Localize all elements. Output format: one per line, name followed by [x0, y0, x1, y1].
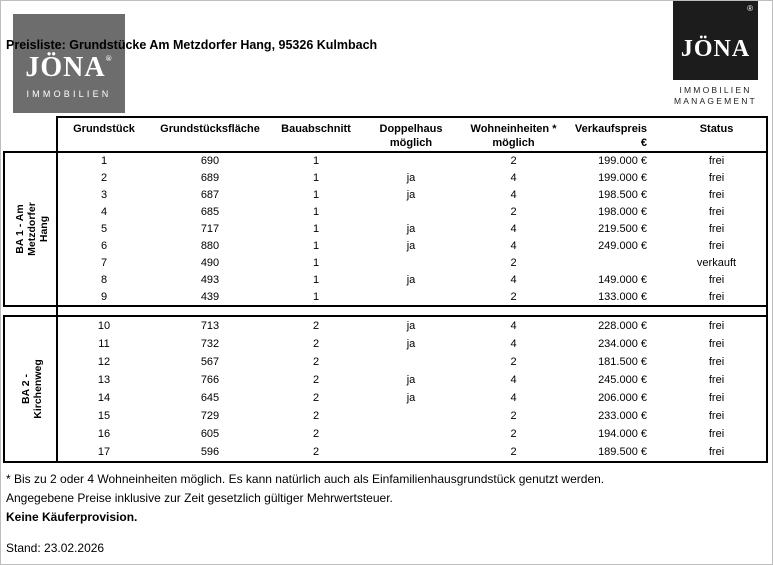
logo-right-subtitle: [669, 85, 762, 107]
table-cell: 2: [312, 338, 320, 350]
table-header-row: [58, 118, 766, 153]
table-cell: frei: [708, 374, 725, 386]
table-cell: 4: [510, 273, 517, 286]
table-row: [58, 353, 766, 371]
table-cell: 16: [97, 428, 111, 440]
table-body-frame: [56, 116, 768, 463]
table-cell: 4: [510, 338, 517, 350]
section-label-ba2: [3, 315, 58, 463]
table-row: [58, 407, 766, 425]
table-cell: 729: [200, 410, 220, 422]
column-header-wohneinheiten: Wohneinheiten * möglich: [470, 123, 557, 149]
table-row: [58, 254, 766, 271]
table-row: [58, 237, 766, 254]
table-section-ba1: [58, 153, 766, 305]
table-cell: 5: [100, 223, 108, 235]
table-cell: 228.000 €: [598, 320, 647, 332]
table-cell: 732: [200, 338, 220, 350]
joena-logo-left: [13, 14, 125, 113]
table-cell: 6: [100, 239, 108, 252]
table-cell: 685: [200, 206, 220, 219]
table-cell: 4: [510, 223, 517, 235]
table-cell: 1: [312, 189, 320, 202]
table-cell: 596: [200, 446, 220, 458]
footnote-wohneinheiten: * Bis zu 2 oder 4 Wohneinheiten möglich. Es kann natürlich auch als Einfamilienhausgrundstück genutzt werden.: [6, 472, 605, 486]
table-row: [58, 317, 766, 335]
table-cell: 713: [200, 320, 220, 332]
table-cell: 1: [312, 172, 320, 185]
table-cell: 1: [312, 290, 320, 303]
table-cell: frei: [708, 338, 725, 350]
logo-subtitle-line2: MANAGEMENT: [674, 96, 757, 106]
table-cell: ja: [406, 273, 416, 286]
table-cell: 493: [200, 273, 220, 286]
table-cell: 645: [200, 392, 220, 404]
table-cell: 2: [312, 428, 320, 440]
table-cell: 4: [510, 320, 517, 332]
table-cell: 10: [97, 320, 111, 332]
table-cell: 2: [510, 206, 517, 219]
table-cell: 234.000 €: [598, 338, 647, 350]
table-cell: 1: [312, 239, 320, 252]
table-cell: 245.000 €: [598, 374, 647, 386]
table-cell: 2: [312, 446, 320, 458]
price-table: [3, 116, 768, 463]
table-cell: frei: [708, 428, 725, 440]
table-row: [58, 371, 766, 389]
table-cell: 439: [200, 290, 220, 303]
table-row: [58, 443, 766, 461]
table-cell: 11: [98, 338, 110, 350]
table-cell: 9: [100, 290, 108, 303]
table-cell: 4: [510, 239, 517, 252]
table-cell: verkauft: [696, 256, 737, 269]
joena-logo-right: [673, 1, 758, 80]
table-cell: 1: [312, 273, 320, 286]
table-cell: 133.000 €: [598, 290, 647, 303]
table-cell: 194.000 €: [598, 428, 647, 440]
table-cell: 7: [100, 256, 108, 269]
table-cell: frei: [708, 392, 725, 404]
table-row: [58, 335, 766, 353]
table-cell: 149.000 €: [598, 273, 647, 286]
table-row: [58, 221, 766, 238]
table-section-ba2: [58, 317, 766, 461]
table-cell: frei: [708, 172, 725, 185]
table-row: [58, 187, 766, 204]
table-row: [58, 204, 766, 221]
table-cell: 2: [510, 290, 517, 303]
table-cell: 17: [97, 446, 111, 458]
table-cell: 1: [312, 256, 320, 269]
table-cell: 2: [312, 410, 320, 422]
section-label-text: BA 1 - Am Metzdorfer Hang: [13, 202, 50, 256]
table-row: [58, 389, 766, 407]
table-cell: 3: [100, 189, 108, 202]
table-cell: frei: [708, 356, 725, 368]
table-cell: 249.000 €: [598, 239, 647, 252]
logo-subtitle: IMMOBILIEN: [26, 89, 112, 99]
registered-trademark-icon: ®: [747, 4, 753, 13]
table-cell: frei: [708, 273, 725, 286]
table-cell: 219.500 €: [598, 223, 647, 235]
table-cell: frei: [708, 206, 725, 219]
table-cell: 4: [510, 374, 517, 386]
table-cell: 605: [200, 428, 220, 440]
table-cell: 4: [100, 206, 108, 219]
column-header-grundstueck: Grundstück: [73, 123, 135, 135]
table-cell: 8: [100, 273, 108, 286]
footnote-mehrwertsteuer: Angegebene Preise inklusive zur Zeit gesetzlich gültiger Mehrwertsteuer.: [6, 491, 393, 505]
column-header-bauabschnitt: Bauabschnitt: [281, 123, 351, 135]
table-cell: 199.000 €: [598, 172, 647, 185]
logo-subtitle-line1: IMMOBILIEN: [679, 85, 752, 95]
table-cell: 1: [100, 155, 108, 168]
table-cell: 233.000 €: [598, 410, 647, 422]
section-label-text: BA 2 - Kirchenweg: [19, 359, 44, 419]
table-cell: 206.000 €: [598, 392, 647, 404]
table-cell: 2: [100, 172, 108, 185]
table-cell: ja: [406, 374, 416, 386]
table-cell: 13: [97, 374, 111, 386]
table-cell: 1: [312, 206, 320, 219]
footnote-kaeuferprovision: Keine Käuferprovision.: [6, 510, 138, 524]
table-cell: 717: [200, 223, 220, 235]
column-header-grundstuecksflaeche: Grundstücksfläche: [160, 123, 260, 135]
table-cell: ja: [406, 239, 416, 252]
page-title: Preisliste: Grundstücke Am Metzdorfer Hang, 95326 Kulmbach: [6, 38, 378, 52]
table-cell: 1: [312, 155, 320, 168]
table-cell: 690: [200, 155, 220, 168]
table-cell: 880: [200, 239, 220, 252]
table-cell: ja: [406, 320, 416, 332]
table-cell: 198.500 €: [598, 189, 647, 202]
section-divider: [58, 305, 766, 317]
table-cell: ja: [406, 223, 416, 235]
table-cell: 2: [312, 392, 320, 404]
table-cell: 689: [200, 172, 220, 185]
table-cell: 2: [510, 428, 517, 440]
table-cell: frei: [708, 446, 725, 458]
table-row: [58, 288, 766, 305]
table-cell: ja: [406, 338, 416, 350]
table-cell: 14: [97, 392, 111, 404]
table-cell: 15: [97, 410, 111, 422]
date-stand: Stand: 23.02.2026: [6, 541, 105, 555]
table-cell: 2: [312, 320, 320, 332]
table-cell: 189.500 €: [598, 446, 647, 458]
table-cell: 766: [200, 374, 220, 386]
table-cell: frei: [708, 223, 725, 235]
table-cell: 2: [510, 446, 517, 458]
brand-name: JÖNA: [25, 52, 106, 83]
table-cell: ja: [406, 172, 416, 185]
table-cell: 12: [97, 356, 111, 368]
table-cell: 181.500 €: [598, 356, 647, 368]
table-cell: 1: [312, 223, 320, 235]
column-header-verkaufspreis: Verkaufspreis €: [574, 123, 647, 149]
table-cell: 490: [200, 256, 220, 269]
table-cell: 4: [510, 189, 517, 202]
table-cell: 2: [510, 410, 517, 422]
column-header-doppelhaus: Doppelhaus möglich: [379, 123, 443, 149]
table-cell: ja: [406, 189, 416, 202]
registered-trademark-icon: ®: [105, 54, 113, 63]
table-row: [58, 425, 766, 443]
table-cell: frei: [708, 320, 725, 332]
table-cell: 4: [510, 172, 517, 185]
table-cell: ja: [406, 392, 416, 404]
table-cell: frei: [708, 239, 725, 252]
table-cell: 567: [200, 356, 220, 368]
column-header-status: Status: [699, 123, 734, 135]
table-cell: 4: [510, 392, 517, 404]
table-row: [58, 271, 766, 288]
table-cell: 2: [312, 374, 320, 386]
brand-name: JÖNA: [680, 36, 751, 62]
table-cell: 687: [200, 189, 220, 202]
table-cell: 2: [510, 155, 517, 168]
table-cell: 2: [510, 356, 517, 368]
table-cell: 2: [312, 356, 320, 368]
table-cell: frei: [708, 290, 725, 303]
table-cell: 2: [510, 256, 517, 269]
table-cell: 199.000 €: [598, 155, 647, 168]
section-label-ba1: [3, 151, 58, 307]
table-cell: 198.000 €: [598, 206, 647, 219]
table-cell: frei: [708, 189, 725, 202]
table-row: [58, 153, 766, 170]
table-cell: frei: [708, 410, 725, 422]
table-row: [58, 170, 766, 187]
table-cell: frei: [708, 155, 725, 168]
